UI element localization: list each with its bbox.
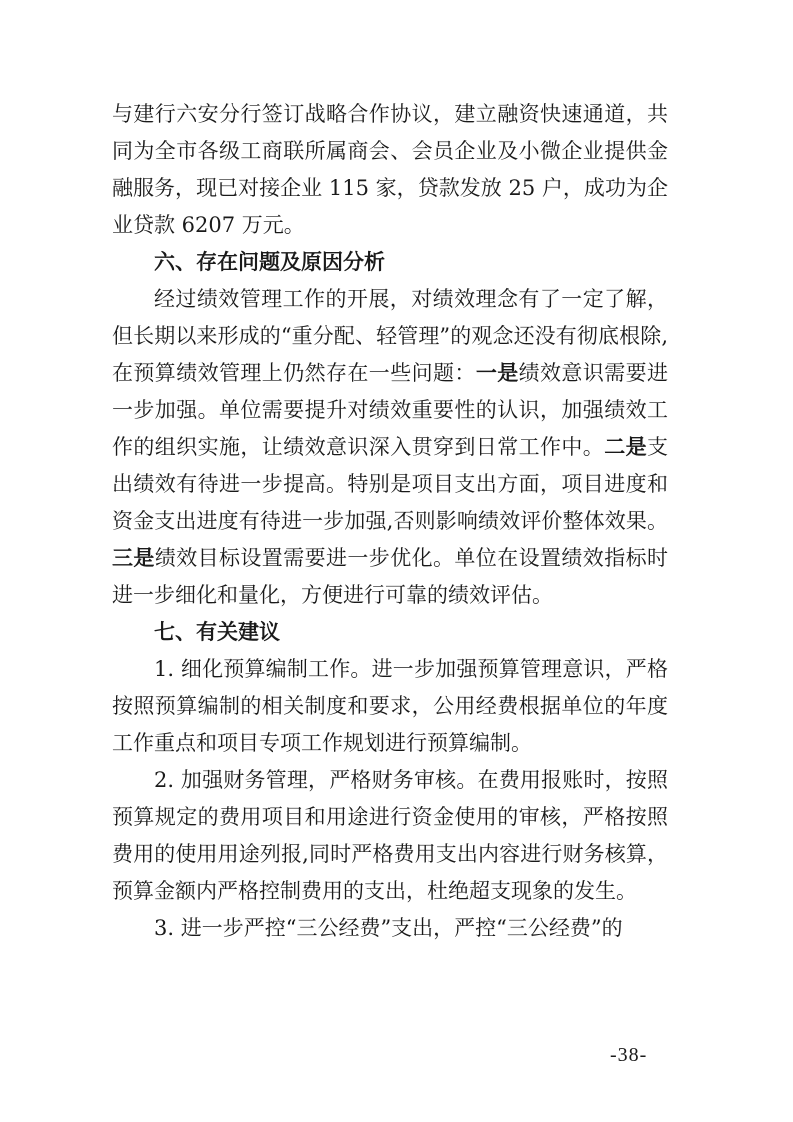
- paragraph-problems: [112, 281, 668, 614]
- body-text: [112, 96, 668, 947]
- suggestion-1: 1. 细化预算编制工作。进一步加强预算管理意识，严格按照预算编制的相关制度和要求，公用经费根据单位的年度工作重点和项目专项工作规划进行预算编制。: [112, 657, 668, 755]
- suggestion-3: 3. 进一步严控“三公经费”支出，严控“三公经费”的: [154, 916, 623, 940]
- page-number: -38-: [610, 1044, 648, 1066]
- point-two-label: 二是: [604, 435, 648, 459]
- suggestion-2: 2. 加强财务管理，严格财务审核。在费用报账时，按照预算规定的费用项目和用途进行资金使用的审核，严格按照费用的使用用途列报,同时严格费用支出内容进行财务核算，预算金额内严格控制费用的支出，杜绝超支现象的发生。: [112, 768, 668, 903]
- problems-intro: 经过绩效管理工作的开展，对绩效理念有了一定了解，但长期以来形成的“重分配、轻管理”的观念还没有彻底根除,在预算绩效管理上仍然存在一些问题：: [112, 287, 668, 385]
- point-one-label: 一是: [475, 361, 519, 385]
- point-two-text: 支出绩效有待进一步提高。特别是项目支出方面，项目进度和资金支出进度有待进一步加强,否则影响绩效评价整体效果。: [112, 435, 669, 533]
- heading-problems: 六、存在问题及原因分析: [154, 250, 385, 274]
- point-three-text: 绩效目标设置需要进一步优化。单位在设置绩效指标时进一步细化和量化，方便进行可靠的绩效评估。: [112, 546, 669, 607]
- paragraph-financing: 与建行六安分行签订战略合作协议，建立融资快速通道，共同为全市各级工商联所属商会、会员企业及小微企业提供金融服务，现已对接企业 115 家，贷款发放 25 户，成功为企业贷款 6207 万元。: [112, 102, 668, 237]
- heading-suggestions: 七、有关建议: [154, 620, 280, 644]
- point-one-text: 绩效意识需要进一步加强。单位需要提升对绩效重要性的认识，加强绩效工作的组织实施，让绩效意识深入贯穿到日常工作中。: [112, 361, 669, 459]
- point-three-label: 三是: [112, 546, 155, 570]
